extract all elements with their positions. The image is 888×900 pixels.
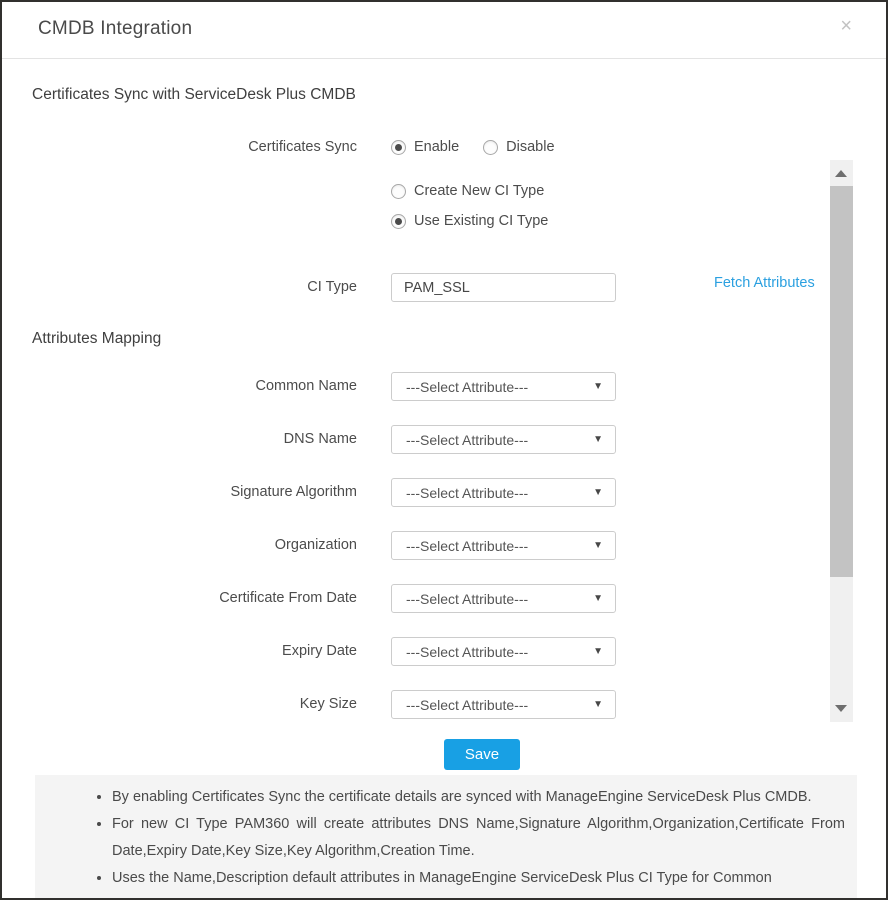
scrollbar[interactable] bbox=[830, 160, 853, 722]
ci-type-label: CI Type bbox=[307, 279, 357, 295]
radio-disable-icon[interactable] bbox=[483, 140, 498, 155]
attr-label-certificate-from-date: Certificate From Date bbox=[219, 590, 357, 606]
scroll-down-icon[interactable] bbox=[835, 705, 847, 712]
radio-use-existing-ci-icon[interactable] bbox=[391, 214, 406, 229]
attribute-select-value: ---Select Attribute--- bbox=[406, 537, 529, 554]
note-item: • For new CI Type PAM360 will create attributes DNS Name,Signature Algorithm,Organization,Certificate From Date,Expiry Date,Key Size,Key Algorithm,Creation Time. bbox=[112, 811, 845, 865]
notes-list bbox=[35, 784, 857, 892]
attributes-mapping-heading: Attributes Mapping bbox=[32, 330, 162, 347]
radio-use-existing-ci-label: Use Existing CI Type bbox=[414, 213, 549, 229]
sync-section-heading: Certificates Sync with ServiceDesk Plus CMDB bbox=[32, 86, 356, 103]
radio-create-new-ci-type[interactable] bbox=[391, 183, 544, 199]
chevron-down-icon: ▼ bbox=[593, 434, 603, 445]
ci-mode-create-group bbox=[391, 183, 568, 199]
fetch-attributes-link[interactable]: Fetch Attributes bbox=[714, 275, 815, 291]
radio-create-new-ci-icon[interactable] bbox=[391, 184, 406, 199]
dialog-header bbox=[2, 2, 886, 59]
attr-row-common-name bbox=[2, 372, 886, 402]
dialog-title: CMDB Integration bbox=[38, 18, 193, 39]
radio-use-existing-ci-type[interactable] bbox=[391, 213, 548, 229]
attr-label-dns-name: DNS Name bbox=[283, 431, 357, 447]
chevron-down-icon: ▼ bbox=[593, 381, 603, 392]
chevron-down-icon: ▼ bbox=[593, 540, 603, 551]
attr-row-expiry-date bbox=[2, 637, 886, 667]
attr-label-expiry-date: Expiry Date bbox=[282, 643, 357, 659]
scroll-up-icon[interactable] bbox=[835, 170, 847, 177]
attr-row-dns-name bbox=[2, 425, 886, 455]
save-button[interactable]: Save bbox=[444, 739, 520, 770]
attribute-select-value: ---Select Attribute--- bbox=[406, 590, 529, 607]
attribute-select-dns-name[interactable] bbox=[391, 425, 616, 454]
attr-label-organization: Organization bbox=[274, 537, 357, 553]
chevron-down-icon: ▼ bbox=[593, 646, 603, 657]
radio-create-new-ci-label: Create New CI Type bbox=[414, 183, 545, 199]
attribute-select-signature-algorithm[interactable] bbox=[391, 478, 616, 507]
note-item: • Uses the Name,Description default attributes in ManageEngine ServiceDesk Plus CI Type for Common bbox=[112, 865, 845, 892]
use-existing-ci-row bbox=[2, 213, 886, 243]
ci-mode-existing-group bbox=[391, 213, 572, 229]
attribute-select-value: ---Select Attribute--- bbox=[406, 696, 529, 713]
radio-disable[interactable] bbox=[483, 139, 554, 155]
attr-row-certificate-from-date bbox=[2, 584, 886, 614]
notes-panel bbox=[35, 775, 857, 898]
attribute-select-expiry-date[interactable] bbox=[391, 637, 616, 666]
attr-label-signature-algorithm: Signature Algorithm bbox=[230, 484, 357, 500]
attribute-select-organization[interactable] bbox=[391, 531, 616, 560]
attribute-select-value: ---Select Attribute--- bbox=[406, 484, 529, 501]
attribute-select-common-name[interactable] bbox=[391, 372, 616, 401]
create-new-ci-row bbox=[2, 183, 886, 213]
attribute-select-value: ---Select Attribute--- bbox=[406, 431, 529, 448]
attr-row-organization bbox=[2, 531, 886, 561]
note-item: • By enabling Certificates Sync the certificate details are synced with ManageEngine ServiceDesk Plus CMDB. bbox=[112, 784, 845, 811]
close-icon[interactable]: × bbox=[840, 15, 852, 37]
attribute-select-value: ---Select Attribute--- bbox=[406, 378, 529, 395]
radio-enable-label: Enable bbox=[414, 139, 460, 155]
chevron-down-icon: ▼ bbox=[593, 487, 603, 498]
attr-row-signature-algorithm bbox=[2, 478, 886, 508]
sync-radio-group bbox=[391, 139, 579, 155]
attr-label-key-size: Key Size bbox=[299, 696, 357, 712]
attr-label-common-name: Common Name bbox=[255, 378, 357, 394]
certificates-sync-row bbox=[2, 131, 886, 161]
radio-disable-label: Disable bbox=[506, 139, 555, 155]
attribute-select-certificate-from-date[interactable] bbox=[391, 584, 616, 613]
scrollbar-thumb[interactable] bbox=[830, 186, 853, 577]
chevron-down-icon: ▼ bbox=[593, 699, 603, 710]
attr-row-key-size bbox=[2, 690, 886, 720]
certificates-sync-label: Certificates Sync bbox=[248, 139, 357, 155]
radio-enable-icon[interactable] bbox=[391, 140, 406, 155]
ci-type-input[interactable] bbox=[391, 273, 616, 302]
attribute-select-value: ---Select Attribute--- bbox=[406, 643, 529, 660]
chevron-down-icon: ▼ bbox=[593, 593, 603, 604]
attribute-select-key-size[interactable] bbox=[391, 690, 616, 719]
radio-enable[interactable] bbox=[391, 139, 459, 155]
